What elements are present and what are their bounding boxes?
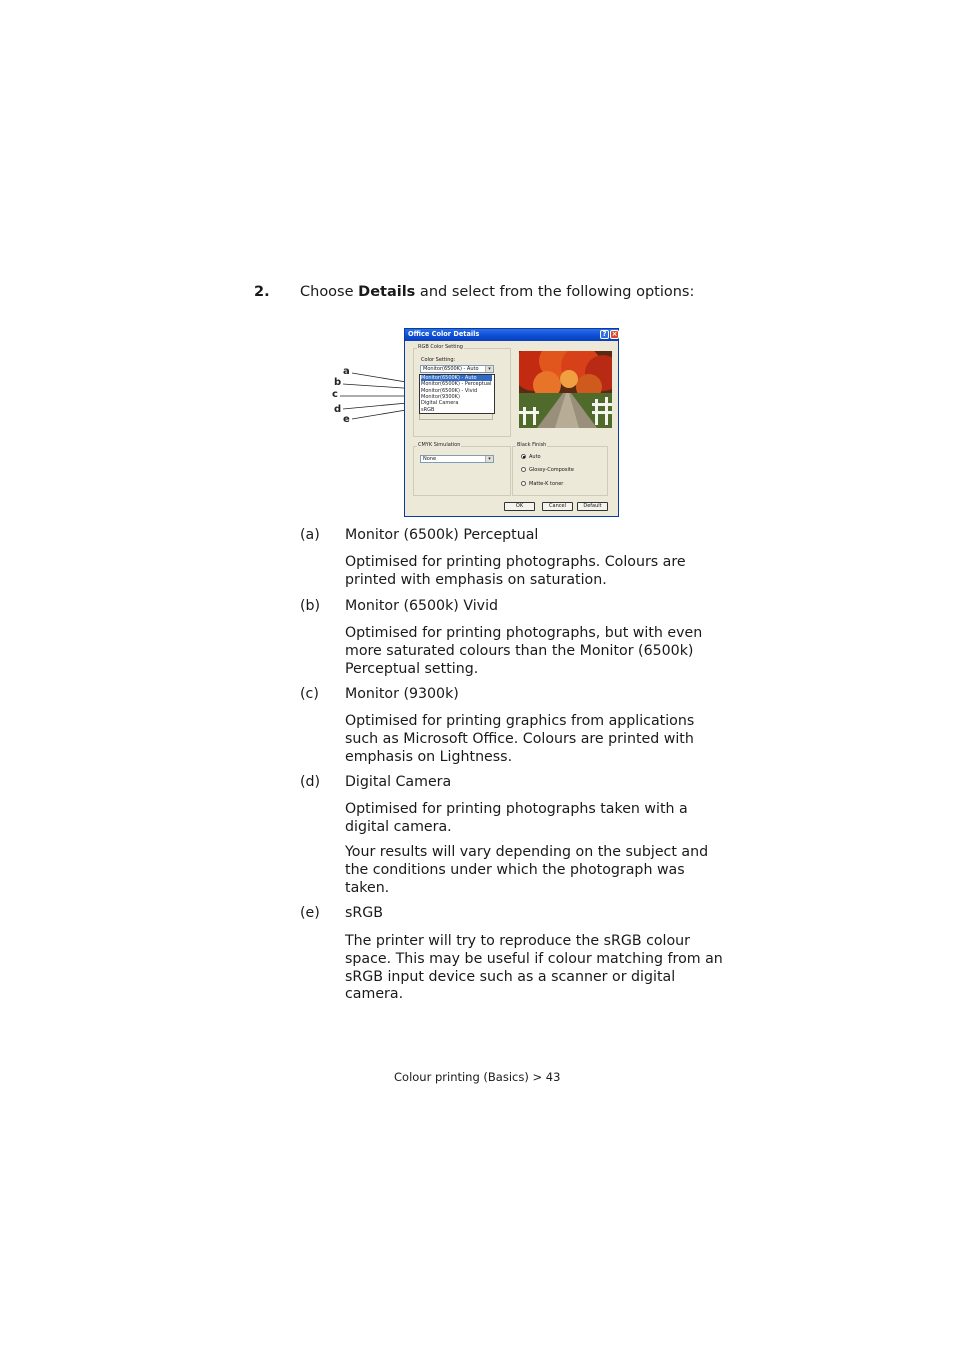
- default-button[interactable]: Default: [577, 502, 608, 511]
- option-e-description: The printer will try to reproduce the sRGB colour space. This may be useful if colour matching from an sRGB input device such as a scanner or digital camera.: [345, 933, 723, 1003]
- step-instruction: [300, 284, 694, 300]
- step-suffix: and select from the following options:: [415, 284, 695, 300]
- rgb-color-setting-label: RGB Color Setting: [418, 344, 463, 350]
- callout-b: b: [334, 377, 342, 388]
- radio-glossy-composite-label: Glossy-Composite: [529, 467, 574, 473]
- option-a-label: (a): [300, 527, 320, 543]
- chevron-down-icon[interactable]: ▾: [485, 456, 493, 462]
- color-setting-list[interactable]: [419, 374, 495, 414]
- list-item[interactable]: sRGB: [421, 406, 435, 413]
- list-item[interactable]: Monitor(6500K) - Perceptual: [421, 381, 492, 388]
- color-setting-label: Color Setting:: [421, 357, 456, 363]
- cmyk-simulation-dropdown[interactable]: [420, 455, 494, 463]
- step-prefix: Choose: [300, 284, 359, 300]
- help-icon[interactable]: ?: [600, 330, 609, 339]
- list-item[interactable]: Digital Camera: [421, 400, 459, 407]
- option-d-label: (d): [300, 774, 321, 790]
- radio-auto-label: Auto: [529, 454, 541, 460]
- callout-a: a: [343, 366, 350, 377]
- option-d-description: Optimised for printing photographs taken with a digital camera.: [345, 801, 688, 835]
- close-icon[interactable]: ×: [611, 330, 618, 338]
- option-e-label: (e): [300, 905, 320, 921]
- option-d-title: Digital Camera: [345, 774, 452, 790]
- cmyk-simulation-label: CMYK Simulation: [418, 442, 461, 448]
- option-c-description: Optimised for printing graphics from applications such as Microsoft Office. Colours are printed with emphasis on Lightness.: [345, 713, 695, 765]
- page-footer: Colour printing (Basics) > 43: [394, 1070, 561, 1084]
- list-item[interactable]: Monitor(6500K) - Vivid: [421, 387, 478, 394]
- step-bold-term: Details: [358, 284, 416, 300]
- callout-e: e: [343, 414, 350, 425]
- cmyk-simulation-group: [413, 446, 511, 496]
- radio-matte-k-toner-label: Matte-K toner: [529, 481, 564, 487]
- list-item[interactable]: Monitor(6500K) - Auto: [421, 375, 492, 381]
- step-number: 2.: [254, 284, 270, 300]
- dialog-title: Office Color Details: [408, 330, 480, 338]
- callout-d: d: [334, 404, 342, 415]
- radio-glossy-composite[interactable]: [521, 467, 526, 472]
- color-setting-value: Monitor(6500K) - Auto: [423, 366, 479, 372]
- preview-image: [519, 351, 612, 428]
- option-b-label: (b): [300, 598, 321, 614]
- radio-matte-k-toner[interactable]: [521, 481, 526, 486]
- chevron-down-icon[interactable]: ▾: [485, 366, 493, 372]
- dialog-titlebar: [405, 329, 618, 341]
- option-b-title: Monitor (6500k) Vivid: [345, 598, 499, 614]
- list-scroll-remnant: [419, 414, 493, 420]
- cmyk-simulation-value: None: [423, 456, 437, 462]
- option-c-title: Monitor (9300k): [345, 686, 459, 702]
- ok-button[interactable]: OK: [504, 502, 535, 511]
- option-c-label: (c): [300, 686, 319, 702]
- callout-c: c: [332, 389, 338, 400]
- option-d-note: Your results will vary depending on the subject and the conditions under which the photograph was taken.: [345, 844, 709, 896]
- list-item[interactable]: Monitor(9300K): [421, 393, 460, 400]
- radio-auto[interactable]: [521, 454, 526, 459]
- option-a-title: Monitor (6500k) Perceptual: [345, 527, 539, 543]
- option-b-description: Optimised for printing photographs, but with even more saturated colours than the Monitor (6500k) Perceptual setting.: [345, 625, 703, 677]
- cancel-button[interactable]: Cancel: [542, 502, 573, 511]
- black-finish-label: Black Finish: [517, 442, 547, 448]
- option-a-description: Optimised for printing photographs. Colours are printed with emphasis on saturation.: [345, 554, 686, 588]
- option-e-title: sRGB: [345, 905, 383, 921]
- office-color-details-dialog: [404, 328, 619, 517]
- color-setting-dropdown[interactable]: [420, 365, 494, 373]
